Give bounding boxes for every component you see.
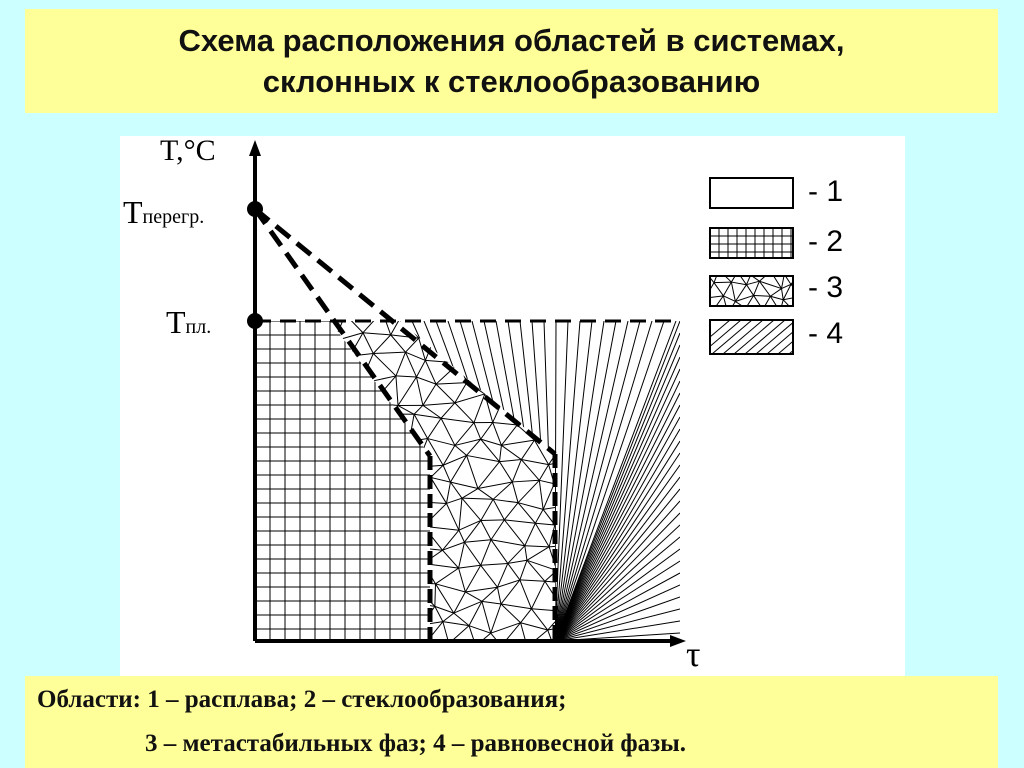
- y-axis-arrow: [249, 140, 261, 156]
- region-3-metastable-phases: [319, 311, 590, 673]
- caption-line-2: 3 – метастабильных фаз; 4 – равновесной фазы.: [145, 730, 686, 757]
- overheat-level-label: Tперегр.: [123, 194, 205, 230]
- overheat-point: [247, 201, 263, 217]
- y-axis-label: T,°C: [160, 134, 216, 167]
- x-axis-label: τ: [686, 634, 701, 674]
- melt-level-label: Tпл.: [166, 304, 212, 340]
- legend-label-1: - 1: [808, 175, 844, 208]
- legend-pattern-3: [702, 269, 813, 326]
- diagram-canvas: [120, 136, 905, 678]
- title-line-2: склонных к стеклообразованию: [262, 64, 761, 99]
- title-banner: [25, 9, 998, 113]
- legend-box-2: [710, 228, 793, 258]
- legend-label-3: - 3: [808, 271, 844, 304]
- region-boundaries: [255, 209, 680, 641]
- x-axis-arrow: [670, 635, 686, 647]
- region-2-glass-formation: [255, 321, 440, 641]
- caption-line-1: Области: 1 – расплава; 2 – стеклообразования;: [37, 686, 567, 713]
- caption-box: [25, 676, 998, 768]
- legend-box-1: [710, 178, 793, 208]
- legend-label-2: - 2: [808, 225, 844, 258]
- phase-diagram: [120, 136, 905, 678]
- legend-pattern-2: [710, 228, 793, 258]
- title-line-1: Схема расположения областей в системах,: [178, 23, 845, 58]
- legend-label-4: - 4: [808, 317, 844, 350]
- legend-box-3: [710, 276, 793, 306]
- melt-point: [247, 313, 263, 329]
- axes: [247, 140, 686, 647]
- region-4-equilibrium-phase: [400, 321, 680, 641]
